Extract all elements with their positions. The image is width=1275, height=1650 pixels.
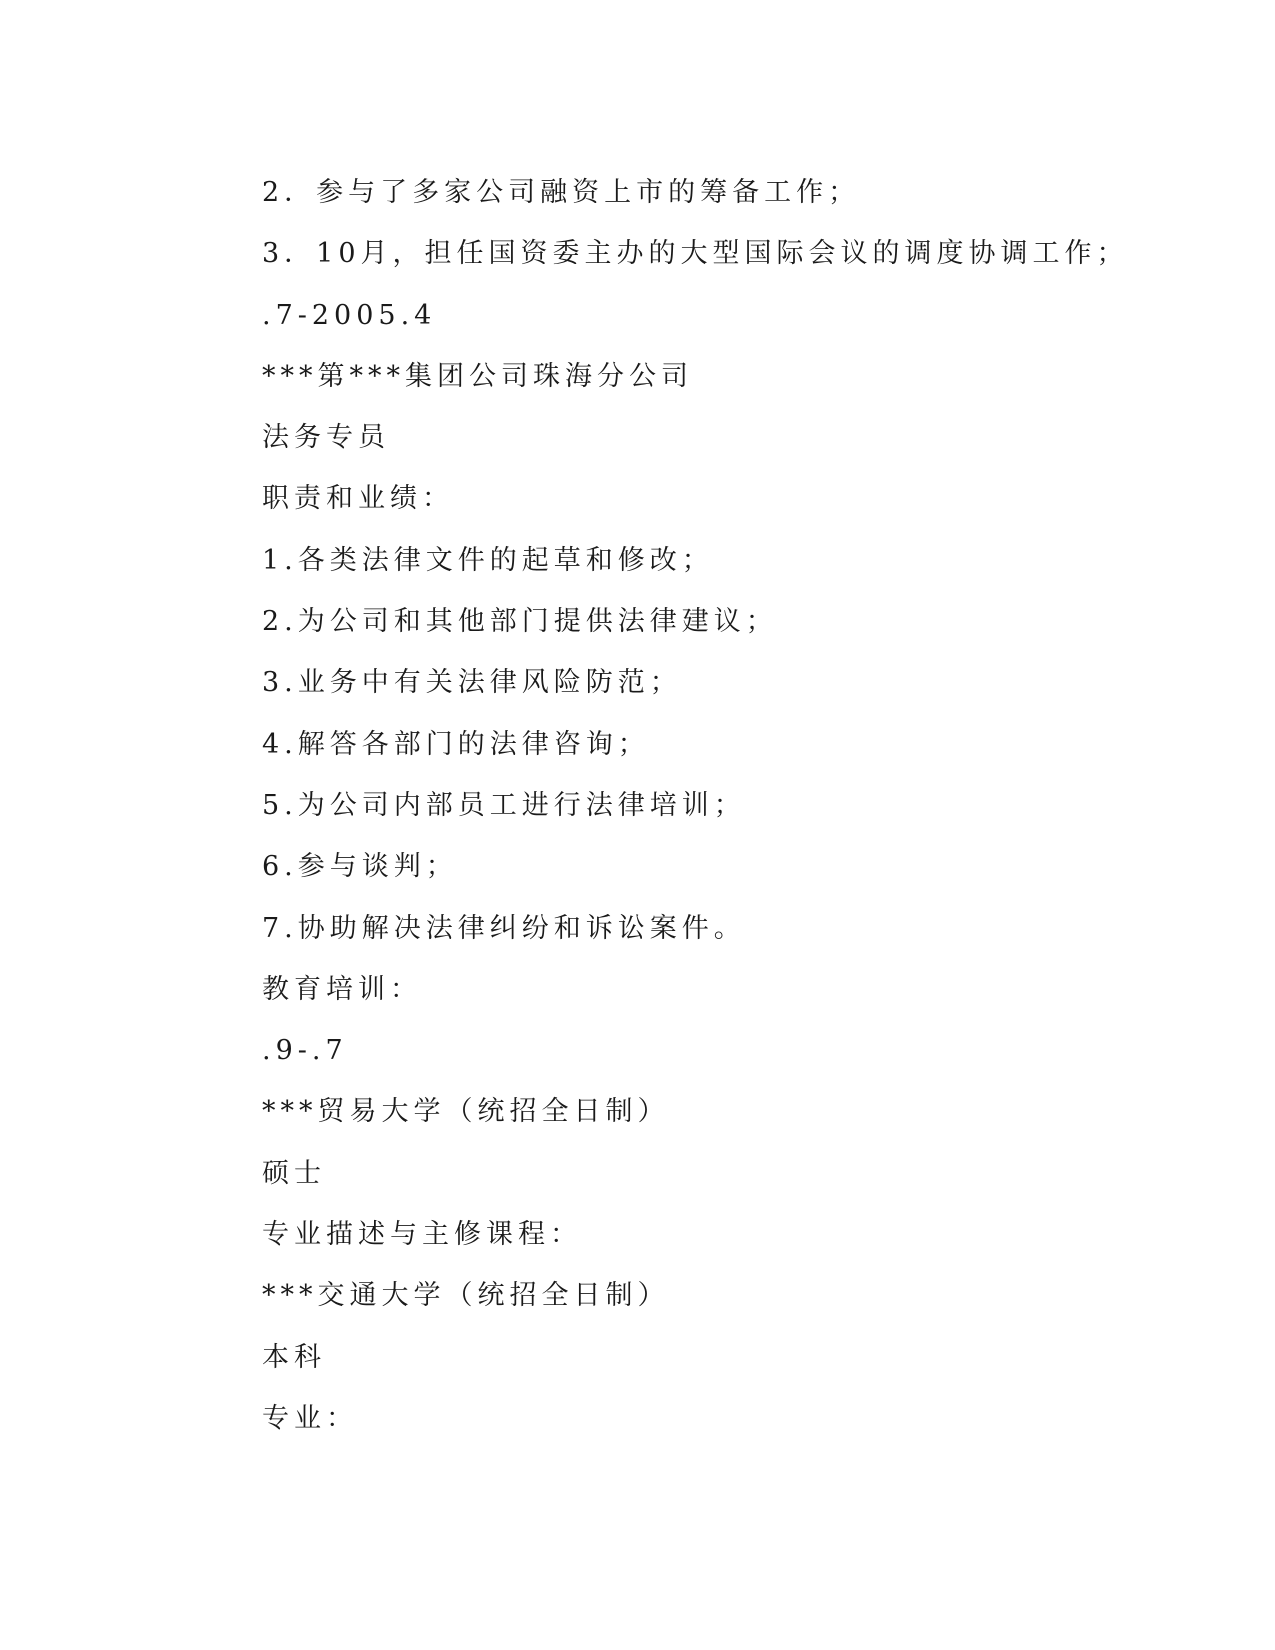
undergraduate-school: ***交通大学（统招全日制） — [262, 1280, 670, 1312]
document-body — [262, 162, 1129, 1449]
graduate-degree: 硕士 — [262, 1157, 326, 1189]
duty-item-6: 6.参与谈判； — [262, 851, 458, 883]
duties-heading: 职责和业绩： — [262, 483, 454, 515]
achievement-item-3: 3．10月，担任国资委主办的大型国际会议的调度协调工作； — [262, 238, 1129, 270]
courses-heading: 专业描述与主修课程： — [262, 1219, 582, 1251]
graduate-school: ***贸易大学（统招全日制） — [262, 1096, 670, 1128]
job-title: 法务专员 — [262, 422, 390, 454]
education-period: .9-.7 — [262, 1035, 348, 1067]
achievement-item-2: 2．参与了多家公司融资上市的筹备工作； — [262, 177, 861, 208]
duty-item-5: 5.为公司内部员工进行法律培训； — [262, 789, 746, 821]
duty-item-7: 7.协助解决法律纠纷和诉讼案件。 — [262, 912, 746, 944]
education-heading: 教育培训： — [262, 973, 422, 1005]
employer-name: ***第***集团公司珠海分公司 — [262, 360, 693, 392]
employment-period: .7-2005.4 — [262, 299, 437, 331]
duty-item-2: 2.为公司和其他部门提供法律建议； — [262, 606, 778, 638]
duty-item-1: 1.各类法律文件的起草和修改； — [262, 544, 714, 576]
major-label: 专业： — [262, 1402, 358, 1434]
undergraduate-degree: 本科 — [262, 1341, 326, 1373]
duty-item-4: 4.解答各部门的法律咨询； — [262, 728, 650, 760]
duty-item-3: 3.业务中有关法律风险防范； — [262, 667, 682, 699]
